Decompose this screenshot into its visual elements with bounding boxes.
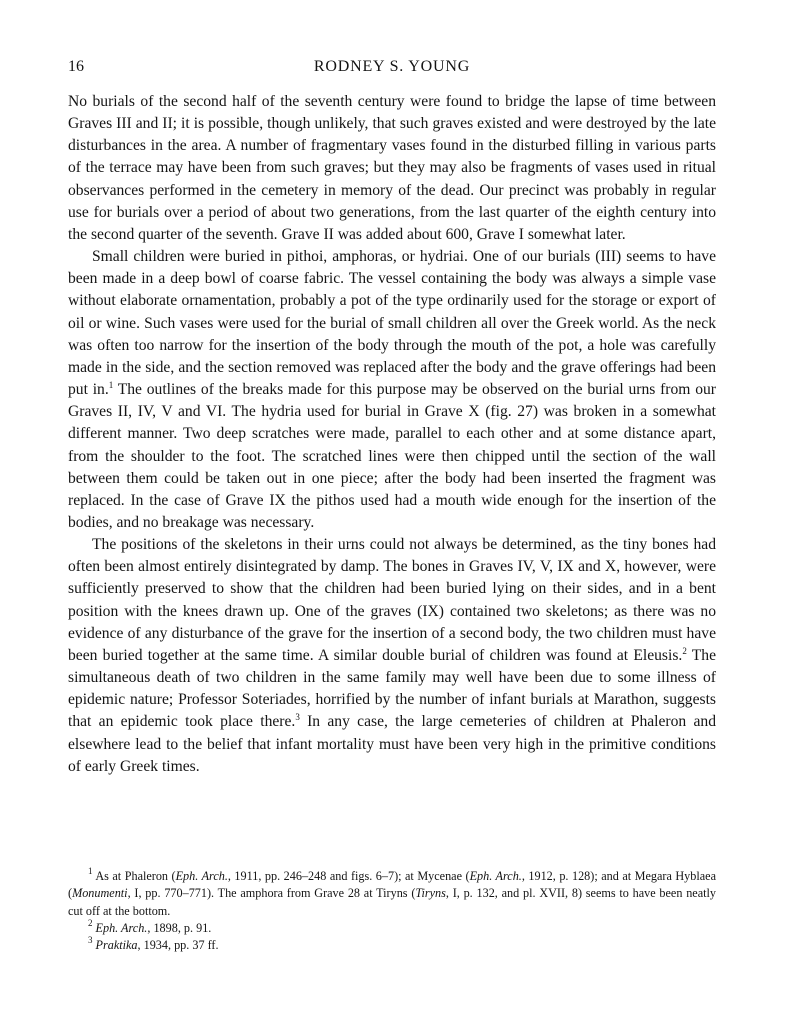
footnote-ref-3[interactable]: 3 (295, 712, 300, 723)
footnote-1-text: , I, pp. 770–771). The amphora from Grave 28 at Tiryns ( (127, 886, 416, 901)
paragraph-2-text-a: Small children were buried in pithoi, amphoras, or hydriai. One of our burials (III) seems to have been made in a deep bowl of coarse fabric. The vessel containing the body was always a simple vase without elaborate ornamentation, probably a pot of the type ordinarily used for the storage or export of oil or wine. Such vases were used for the burial of small children all over the Greek world. As the neck was often too narrow for the insertion of the body through the mouth of the pot, a hole was carefully made in the side, and the section removed was replaced after the body and the grave offerings had been put in. (68, 248, 716, 399)
paragraph-1-text: No burials of the second half of the seventh century were found to bridge the lapse of time between Graves III and II; it is possible, though unlikely, that such graves existed and were destroyed by the late disturbances in the area. A number of fragmentary vases found in the disturbed filling in various parts of the terrace may have been from such graves; but they may also be fragments of vases used in ritual observances performed in the cemetery in memory of the dead. Our precinct was probably in regular use for burials over a period of about two generations, from the last quarter of the eighth century into the second quarter of the seventh. Grave II was added about 600, Grave I somewhat later. (68, 93, 716, 243)
footnote-2 (68, 917, 716, 937)
footnote-1-citation: Eph. Arch. (469, 869, 522, 883)
running-head-author: RODNEY S. YOUNG (313, 58, 471, 75)
paragraph-3-text-c: In any case, the large cemeteries of children at Phaleron and elsewhere lead to the belief that infant mortality must have been very high in the primitive conditions of early Greek times. (68, 713, 716, 775)
footnote-1-text: , 1912, p. 128); and at Megara Hyblaea ( (68, 869, 716, 901)
body-text (68, 91, 716, 778)
paragraph-2 (68, 246, 716, 534)
footnote-1-text: , 1911, pp. 246–248 and figs. 6–7); at Mycenae ( (227, 869, 470, 883)
footnote-3-citation: Praktika (95, 938, 138, 953)
footnote-2-mark: 2 (88, 917, 93, 928)
footnote-1-mark: 1 (88, 866, 93, 876)
paragraph-1 (68, 91, 716, 246)
paragraph-3 (68, 534, 716, 778)
footnote-1-text: , I, p. 132, and pl. XVII, 8) seems to have been neatly cut off at the bottom. (68, 886, 716, 918)
footnote-2-text: , 1898, p. 91. (147, 920, 212, 935)
paragraph-2-text-b: The outlines of the breaks made for this purpose may be observed on the burial urns from our Graves II, IV, V and VI. The hydria used for burial in Grave X (fig. 27) was broken in a somewhat different manner. Two deep scratches were made, parallel to each other and at some distance apart, from the shoulder to the foot. The scratched lines were then chipped until the section of the wall between them could be taken out in one piece; after the body had been inserted the fragment was replaced. In the case of Grave IX the pithos used had a mouth wide enough for the insertion of the bodies, and no breakage was necessary. (68, 381, 716, 531)
running-head (68, 56, 716, 78)
footnote-ref-1[interactable]: 1 (108, 380, 114, 391)
footnote-1 (68, 868, 716, 920)
paragraph-3-text-b: The simultaneous death of two children in the same family may well have been due to some illness of epidemic nature; Professor Soteriades, horrified by the number of infant burials at Marathon, suggests that an epidemic took place there. (68, 646, 716, 731)
footnote-3 (68, 937, 716, 954)
footnotes (68, 868, 716, 954)
footnote-2-citation: Eph. Arch. (95, 920, 148, 935)
footnote-3-mark: 3 (88, 935, 93, 946)
footnote-ref-2[interactable]: 2 (682, 645, 687, 656)
footnote-1-text: As at Phaleron ( (92, 869, 176, 883)
page-number: 16 (68, 58, 84, 75)
footnote-1-citation: Eph. Arch. (175, 869, 228, 883)
paragraph-3-text-a: The positions of the skeletons in their urns could not always be determined, as the tiny bones had often been almost entirely disintegrated by damp. The bones in Graves IV, V, IX and X, however, were sufficiently preserved to show that the children had been buried lying on their sides, and in a bent position with the knees drawn up. One of the graves (IX) contained two skeletons; as there was no evidence of any disturbance of the grave for the insertion of a second body, the two children must have been buried together at the same time. A similar double burial of children was found at Eleusis. (68, 536, 716, 664)
footnote-1-citation: Monumenti (72, 886, 128, 901)
footnote-1-citation: Tiryns (415, 886, 446, 901)
footnote-3-text: , 1934, pp. 37 ff. (137, 938, 219, 953)
